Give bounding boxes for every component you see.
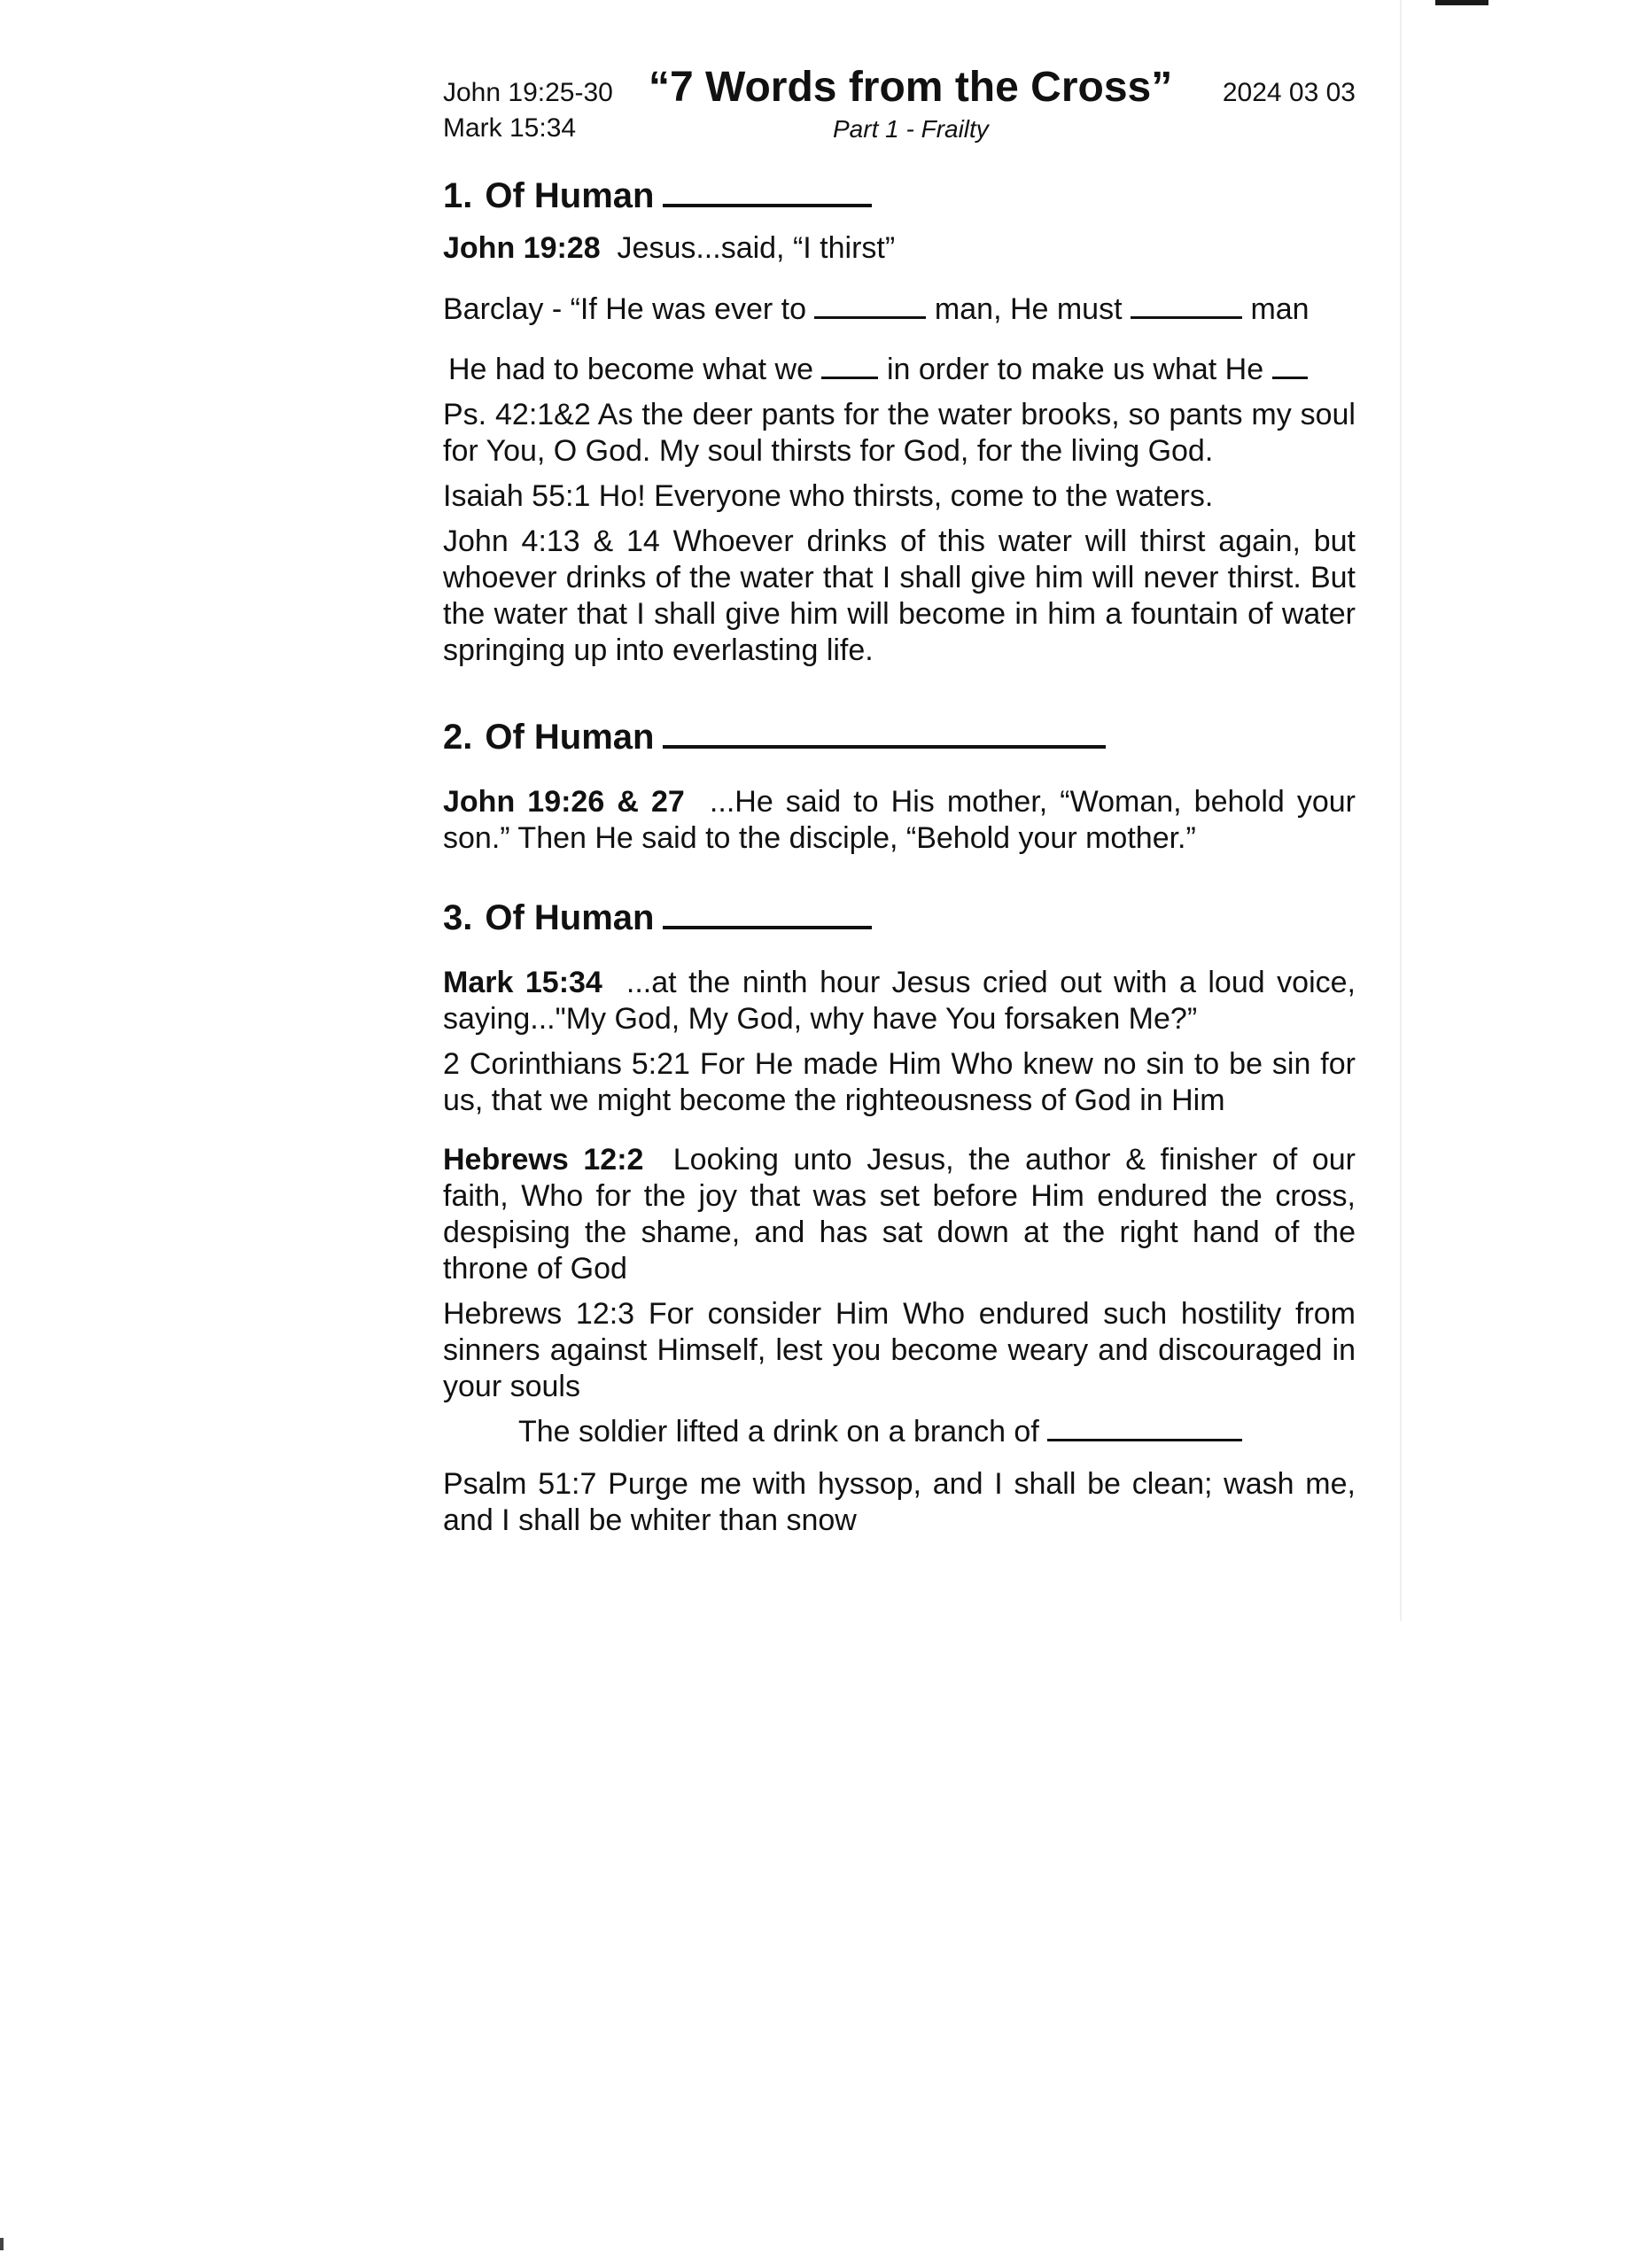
sermon-title: “7 Words from the Cross”	[649, 64, 1173, 111]
header-line-1	[443, 62, 1356, 112]
scan-edge-mark	[1435, 0, 1488, 5]
soldier-statement: The soldier lifted a drink on a branch of	[443, 1414, 1356, 1450]
fill-in-blank	[814, 292, 926, 319]
scripture-reference-primary: John 19:25-30	[443, 78, 613, 107]
scan-corner-mark	[0, 2238, 4, 2250]
barclay-quote: Barclay - “If He was ever to man, He must man	[443, 292, 1309, 326]
psalm-42-verse: Ps. 42:1&2 As the deer pants for the water brooks, so pants my soul for You, O God. My soul thirsts for God, for the living God.	[443, 398, 1356, 468]
2-corinthians-5-21-verse: 2 Corinthians 5:21 For He made Him Who knew no sin to be sin for us, that we might become the righteousness of God in Him	[443, 1047, 1356, 1117]
john-19-28-verse: John 19:28 Jesus...said, “I thirst”	[443, 231, 896, 265]
scripture-reference-secondary: Mark 15:34	[443, 113, 577, 143]
fill-in-blank	[821, 353, 878, 379]
fill-in-blank	[1131, 292, 1242, 319]
hebrews-12-3-verse: Hebrews 12:3 For consider Him Who endured such hostility from sinners against Himself, lest you become weary and discouraged in your souls	[443, 1297, 1356, 1403]
psalm-51-7-verse: Psalm 51:7 Purge me with hyssop, and I shall be clean; wash me, and I shall be whiter than snow	[443, 1467, 1356, 1537]
header-line-2	[443, 112, 1356, 147]
section-1-heading: 1. Of Human	[443, 168, 1356, 216]
section-3-heading: 3. Of Human	[443, 890, 1356, 938]
fill-in-blank	[663, 710, 1106, 749]
sermon-notes	[443, 62, 1356, 1539]
hebrews-12-2-verse: Hebrews 12:2 Looking unto Jesus, the author & finisher of our faith, Who for the joy that was set before Him endured the cross, despising the shame, and has sat down at the right hand of the throne of God	[443, 1143, 1356, 1285]
fill-in-blank	[663, 168, 872, 207]
isaiah-55-verse: Isaiah 55:1 Ho! Everyone who thirsts, come to the waters.	[443, 479, 1214, 513]
sermon-date: 2024 03 03	[1222, 78, 1356, 107]
become-statement: He had to become what we in order to make us what He	[443, 352, 1356, 388]
section-2-heading: 2. Of Human	[443, 710, 1356, 757]
sermon-subtitle: Part 1 - Frailty	[833, 115, 989, 143]
john-4-verse: John 4:13 & 14 Whoever drinks of this water will thirst again, but whoever drinks of the water that I shall give him will never thirst. But the water that I shall give him will become in him a fountain of water springing up into everlasting life.	[443, 524, 1356, 667]
mark-15-34-verse: Mark 15:34 ...at the ninth hour Jesus cried out with a loud voice, saying..."My God, My God, why have You forsaken Me?”	[443, 966, 1356, 1036]
fill-in-blank	[663, 890, 872, 929]
john-19-26-verse: John 19:26 & 27 ...He said to His mother, “Woman, behold your son.” Then He said to the disciple, “Behold your mother.”	[443, 785, 1356, 855]
fill-in-blank	[1272, 353, 1308, 379]
fill-in-blank	[1047, 1415, 1242, 1441]
